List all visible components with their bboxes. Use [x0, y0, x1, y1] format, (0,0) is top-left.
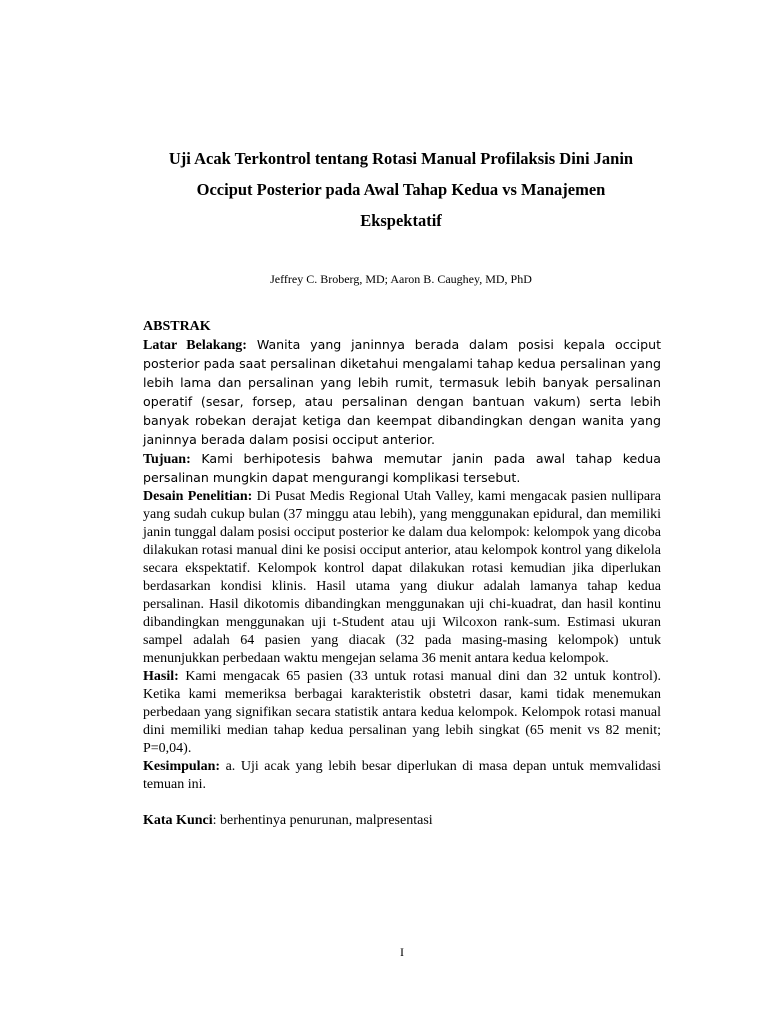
design-paragraph — [143, 488, 661, 668]
design-label: Desain Penelitian: — [143, 489, 253, 504]
page-number: I — [400, 945, 404, 959]
objective-label: Tujuan: — [143, 452, 191, 467]
results-text: Kami mengacak 65 pasien (33 untuk rotasi manual dini dan 32 untuk kontrol). Ketika kami memeriksa berbagai karakteristik obstetri dasar, kami tidak menemukan perbedaan yang signifikan secara statistik antara kedua kelompok. Kelompok rotasi manual dini memiliki median tahap kedua persalinan yang lebih singkat (65 menit vs 82 menit; P=0,04). — [143, 669, 661, 756]
author-list: Jeffrey C. Broberg, MD; Aaron B. Caughey, MD, PhD — [270, 272, 532, 286]
objective-text: Kami berhipotesis bahwa memutar janin pada awal tahap kedua persalinan mungkin dapat mengurangi komplikasi tersebut. — [143, 451, 661, 485]
results-paragraph — [143, 668, 661, 758]
title-line-1: Uji Acak Terkontrol tentang Rotasi Manual Profilaksis Dini Janin — [168, 149, 634, 168]
conclusion-paragraph — [143, 758, 661, 794]
title-line-2: Occiput Posterior pada Awal Tahap Kedua vs Manajemen — [196, 180, 606, 199]
conclusion-label: Kesimpulan: — [143, 759, 221, 774]
keywords-paragraph — [143, 812, 661, 830]
design-text: Di Pusat Medis Regional Utah Valley, kami mengacak pasien nullipara yang sudah cukup bulan (37 minggu atau lebih), yang menggunakan epidural, dan memiliki janin tunggal dalam posisi occiput posterior ke dalam dua kelompok: kelompok yang dicoba dilakukan rotasi manual dini ke posisi occiput anterior, atau kelompok kontrol yang dikelola secara ekspektatif. Kelompok kontrol dapat dilakukan rotasi kemudian jika diperlukan berdasarkan kondisi klinis. Hasil utama yang diukur adalah lamanya tahap kedua persalinan. Hasil dikotomis dibandingkan menggunakan uji chi-kuadrat, dan hasil kontinu dibandingkan menggunakan uji t-Student atau uji Wilcoxon rank-sum. Estimasi ukuran sampel adalah 64 pasien yang diacak (32 pada masing-masing kelompok) untuk menunjukkan perbedaan waktu mengejan selama 36 menit antara kedua kelompok. — [143, 489, 662, 666]
results-label: Hasil: — [143, 669, 179, 684]
conclusion-text: a. Uji acak yang lebih besar diperlukan di masa depan untuk memvalidasi temuan ini. — [143, 759, 661, 792]
keywords-text: : berhentinya penurunan, malpresentasi — [212, 813, 433, 828]
paragraph-spacer — [143, 794, 661, 812]
keywords-label: Kata Kunci — [143, 813, 213, 828]
background-paragraph — [143, 336, 661, 450]
background-label: Latar Belakang: — [143, 338, 247, 353]
abstract-heading: ABSTRAK — [143, 319, 211, 334]
title-line-3: Ekspektatif — [360, 211, 442, 230]
objective-paragraph — [143, 450, 661, 488]
background-text: Wanita yang janinnya berada dalam posisi kepala occiput posterior pada saat persalinan diketahui mengalami tahap kedua persalinan yang lebih lama dan persalinan yang lebih rumit, termasuk lebih banyak persalinan operatif (sesar, forsep, atau persalinan dengan bantuan vakum) serta lebih banyak robekan derajat ketiga dan keempat dibandingkan dengan wanita yang janinnya berada dalam posisi occiput anterior. — [143, 337, 662, 447]
abstract-section — [143, 318, 661, 830]
paper-title — [110, 143, 692, 236]
